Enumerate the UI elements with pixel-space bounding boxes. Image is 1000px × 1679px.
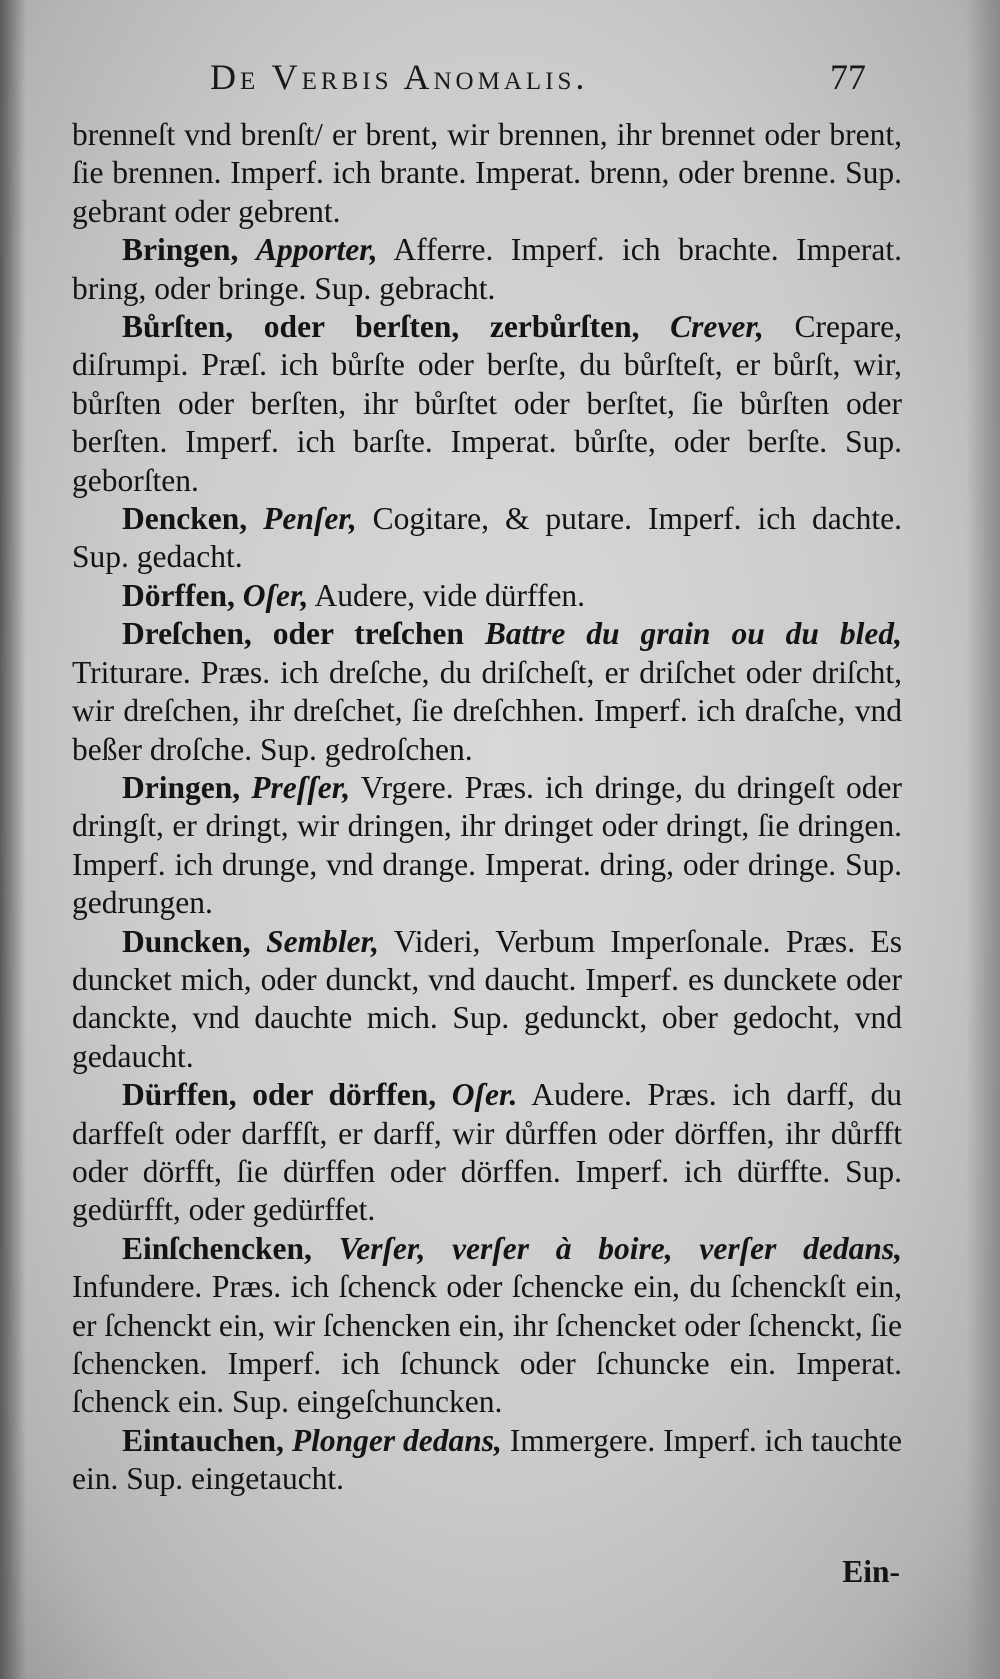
- entry-dringen: [72, 769, 902, 923]
- page-header: [210, 56, 890, 106]
- entry-headword: Eintauchen,: [122, 1422, 284, 1458]
- entry-eintauchen: [72, 1422, 902, 1499]
- running-head: De Verbis Anomalis.: [210, 57, 589, 97]
- page-number: 77: [830, 57, 866, 97]
- entry-headword: Einſchencken,: [122, 1230, 312, 1266]
- entry-french-gloss: Sembler,: [266, 923, 380, 959]
- entry-text: Vrgere. Præs. ich dringe, du dringeſt oder dringſt, er dringt, wir dringen, ihr dringet oder dringt, ſie dringen. Imperf. ich drunge, vnd drange. Imperat. dring, oder dringe. Sup. gedrungen.: [72, 769, 902, 921]
- entry-burstens: [72, 308, 902, 500]
- entry-headword: Dringen,: [122, 769, 241, 805]
- entry-text: Infundere. Præs. ich ſchenck oder ſchencke ein, du ſchenckſt ein, er ſchenckt ein, wir ſchencken ein, ihr ſchencket oder ſchenckt, ſie ſchencken. Imperf. ich ſchunck oder ſchuncke ein. Imperat. ſchenck ein. Sup. eingeſchuncken.: [72, 1269, 902, 1420]
- entry-headword: Bůrſten, oder berſten, zerbůrſten,: [122, 309, 640, 345]
- entry-text: Triturare. Præs. ich dreſche, du driſcheſt, er driſchet oder driſcht, wir dreſchen, ihr dreſchet, ſie dreſchhen. Imperf. ich draſche, vnd beßer droſche. Sup. gedroſchen.: [72, 654, 902, 767]
- entry-text: Audere. Præs. ich darff, du darffeſt oder darffſt, er darff, wir důrffen oder dörffen, ihr důrfft oder dörfft, ſie dürffen oder dörffen. Imperf. ich dürffte. Sup. gedürfft, oder gedürffet.: [72, 1077, 903, 1228]
- entry-french-gloss: Plonger dedans,: [291, 1422, 502, 1458]
- catchword: Ein-: [842, 1554, 900, 1589]
- entry-einschencken: [72, 1230, 902, 1422]
- entry-french-gloss: Verſer, verſer à boire, verſer dedans,: [338, 1230, 903, 1266]
- entry-headword: Dörffen,: [122, 577, 235, 613]
- entry-dreschen: [72, 615, 902, 769]
- entry-headword: Dencken,: [122, 501, 248, 537]
- entry-durffen: [72, 1076, 902, 1230]
- entry-french-gloss: Oſer,: [242, 577, 309, 613]
- entry-headword: Dürffen, oder dörffen,: [122, 1077, 437, 1113]
- entry-text: Afferre. Imperf. ich brachte. Imperat. bring, oder bringe. Sup. gebracht.: [72, 232, 902, 306]
- entry-text: Audere, vide dürffen.: [314, 577, 586, 613]
- entry-text: Crepare, diſrumpi. Præſ. ich bůrſte oder berſte, du bůrſteſt, er bůrſt, wir, bůrſten oder berſten, ihr bůrſtet oder berſtet, ſie bůrſten oder berſten. Imperf. ich barſte. Imperat. bůrſte, oder berſte. Sup. geborſten.: [72, 309, 902, 498]
- entry-text: brenneſt vnd brenſt/ er brent, wir brennen, ihr brennet oder brent, ſie brennen. Imperf. ich brante. Imperat. brenn, oder brenne. Sup. gebrant oder gebrent.: [72, 117, 902, 229]
- entry-french-gloss: Apporter,: [255, 232, 378, 268]
- entry-dencken: [72, 500, 902, 577]
- entry-text: Immergere. Imperf. ich tauchte ein. Sup. eingetaucht.: [72, 1422, 903, 1497]
- entry-duncken: [72, 923, 902, 1077]
- entry-french-gloss: Battre du grain ou du bled,: [484, 616, 902, 652]
- entry-text: Cogitare, & putare. Imperf. ich dachte. Sup. gedacht.: [72, 501, 903, 575]
- entry-bringen: [72, 231, 902, 308]
- dictionary-text: [72, 116, 902, 1499]
- gutter-shadow: [0, 0, 26, 1679]
- entry-headword: Duncken,: [122, 923, 251, 959]
- entry-headword: Dreſchen, oder treſchen: [122, 616, 464, 652]
- entry-text: Videri, Verbum Imperſonale. Præs. Es duncket mich, oder dunckt, vnd daucht. Imperf. es dunckete oder danckte, vnd dauchte mich. Sup. gedunckt, ober gedocht, vnd gedaucht.: [72, 923, 903, 1074]
- entry-dorffen: [72, 577, 902, 615]
- edge-shadow: [966, 0, 1000, 1679]
- entry-french-gloss: Penſer,: [263, 501, 357, 537]
- entry-french-gloss: Preſſer,: [251, 769, 351, 805]
- entry-french-gloss: Oſer.: [451, 1077, 518, 1113]
- entry-headword: Bringen,: [122, 232, 239, 268]
- entry-continuation: [72, 116, 902, 231]
- entry-french-gloss: Crever,: [670, 309, 764, 345]
